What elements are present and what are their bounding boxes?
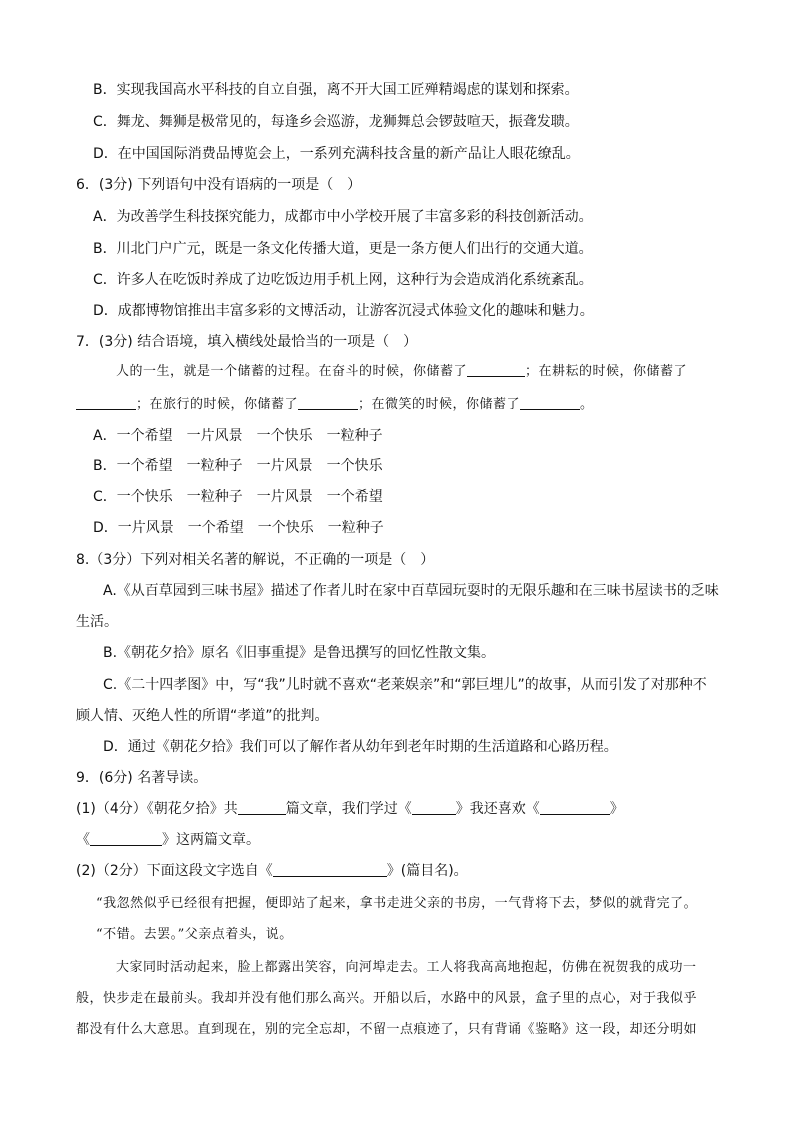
fill-blank: [540, 800, 610, 815]
q6-option-d: D．成都博物馆推出丰富多彩的文博活动，让游客沉浸式体验文化的趣味和魅力。: [93, 303, 594, 319]
q7-passage-text: ；在微笑的时候，你储蓄了: [358, 397, 521, 412]
q6-option-c: C．许多人在吃饭时养成了边吃饭边用手机上网，这种行为会造成消化系统紊乱。: [93, 272, 593, 288]
q8-option-c-cont: 顾人情、灭绝人性的所谓“孝道”的批判。: [76, 708, 329, 724]
q9-stem: 9．(6分) 名著导读。: [76, 770, 208, 786]
excerpt-line: 都没有什么大意思。直到现在，别的完全忘却，不留一点痕迹了，只有背诵《鉴略》这一段，却还分明如: [76, 1022, 698, 1037]
q6-stem: 6．(3分) 下列语句中没有语病的一项是（ ）: [76, 177, 362, 193]
q7-passage-text: ；在耕耘的时候，你储蓄了: [525, 364, 688, 379]
q7-passage-line2: [76, 395, 594, 415]
q9-text: 》: [609, 801, 624, 817]
q8-option-d: D．通过《朝花夕拾》我们可以了解作者从幼年到老年时期的生活道路和心路历程。: [103, 739, 618, 755]
q7-passage-text: ；在旅行的时候，你储蓄了: [136, 397, 299, 412]
q9-text: (1)（4分）《朝花夕拾》共: [76, 801, 238, 817]
fill-blank: [90, 831, 162, 846]
q9-sub1-line2: [76, 830, 260, 850]
fill-blank: [520, 395, 580, 410]
q5-option-c: C．舞龙、舞狮是极常见的，每逢乡会巡游，龙狮舞总会锣鼓喧天，振聋发聩。: [93, 114, 579, 130]
q7-option-c: C．一个快乐 一粒种子 一片风景 一个希望: [93, 489, 383, 505]
q7-passage-text: 。: [580, 397, 594, 412]
excerpt-line: “我忽然似乎已经很有把握，便即站了起来，拿书走进父亲的书房，一气背将下去，梦似的就背完了。: [96, 896, 698, 911]
q8-option-a: A.《从百草园到三味书屋》描述了作者儿时在家中百草园玩耍时的无限乐趣和在三味书屋读书的乏味: [103, 583, 719, 599]
q5-option-d: D．在中国国际消费品博览会上，一系列充满科技含量的新产品让人眼花缭乱。: [93, 146, 580, 162]
q7-option-b: B．一个希望 一粒种子 一片风景 一个快乐: [93, 458, 383, 474]
q6-option-b: B．川北门户广元，既是一条文化传播大道，更是一条方便人们出行的交通大道。: [93, 241, 593, 257]
q6-option-a: A．为改善学生科技探究能力，成都市中小学校开展了丰富多彩的科技创新活动。: [93, 209, 593, 225]
fill-blank: [76, 395, 136, 410]
excerpt-line: “不错。去罢。”父亲点着头，说。: [96, 927, 293, 942]
fill-blank: [273, 862, 387, 877]
q5-option-b: B．实现我国高水平科技的自立自强，离不开大国工匠殚精竭虑的谋划和探索。: [93, 82, 579, 98]
fill-blank: [238, 800, 286, 815]
q8-stem: 8.（3分）下列对相关名著的解说，不正确的一项是（ ）: [76, 552, 435, 568]
q9-sub1-line1: [76, 799, 624, 819]
q7-stem: 7．(3分) 结合语境，填入横线处最恰当的一项是（ ）: [76, 334, 418, 350]
fill-blank: [412, 800, 456, 815]
q9-text: 》我还喜欢《: [455, 801, 540, 817]
q7-passage-text: 人的一生，就是一个储蓄的过程。在奋斗的时候，你储蓄了: [116, 364, 468, 379]
q9-text: 篇文章，我们学过《: [285, 801, 412, 817]
excerpt-line: 大家同时活动起来，脸上都露出笑容，向河埠走去。工人将我高高地抱起，仿佛在祝贺我的成功一: [116, 960, 697, 975]
q9-text: 》(篇目名)。: [386, 863, 468, 879]
excerpt-line: 般，快步走在最前头。我却并没有他们那么高兴。开船以后，水路中的风景，盒子里的点心，对于我似乎: [76, 991, 698, 1006]
q7-option-d: D．一片风景 一个希望 一个快乐 一粒种子: [93, 520, 384, 536]
fill-blank: [467, 362, 525, 377]
q7-passage-line1: [116, 362, 687, 382]
q9-text: 《: [76, 832, 90, 848]
q9-text: 》这两篇文章。: [162, 832, 260, 848]
q9-sub2: [76, 861, 468, 881]
q8-option-c: C.《二十四孝图》中，写“我”儿时就不喜欢“老莱娱亲”和“郭巨埋儿”的故事，从而引发了对那种不: [103, 677, 707, 693]
q8-option-a-cont: 生活。: [76, 614, 118, 630]
fill-blank: [298, 395, 358, 410]
q7-option-a: A．一个希望 一片风景 一个快乐 一粒种子: [93, 428, 383, 444]
q9-text: (2)（2分）下面这段文字选自《: [76, 863, 273, 879]
q8-option-b: B.《朝花夕拾》原名《旧事重提》是鲁迅撰写的回忆性散文集。: [103, 645, 496, 661]
